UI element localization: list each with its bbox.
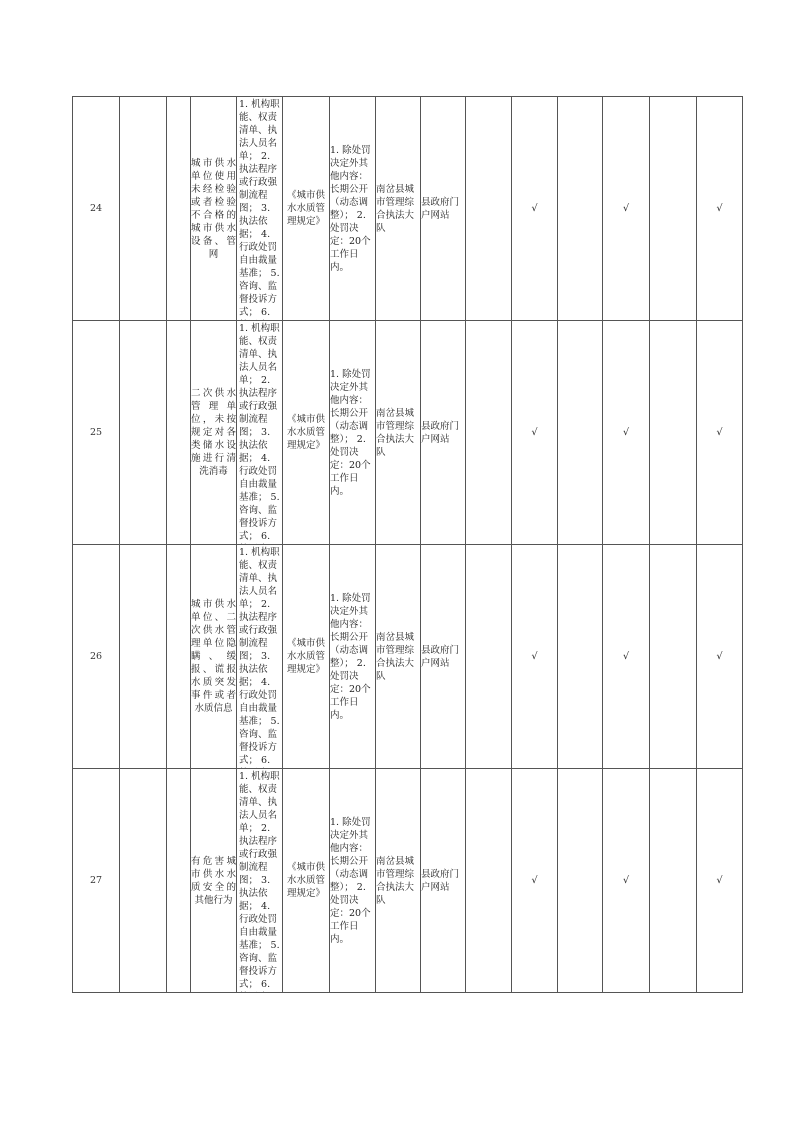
gap-cell xyxy=(167,321,191,545)
mark-cell: √ xyxy=(512,769,558,993)
mark-cell: √ xyxy=(697,97,743,321)
table-row xyxy=(73,97,743,321)
disclosure-time: 1. 除处罚决定外其他内容：长期公开（动态调整）； 2. 处罚决定：20个工作日内。 xyxy=(330,545,376,769)
disclosure-time: 1. 除处罚决定外其他内容：长期公开（动态调整）； 2. 处罚决定：20个工作日内。 xyxy=(330,97,376,321)
disclosure-subject: 南岔县城市管理综合执法大队 xyxy=(376,97,421,321)
disclosure-item: 有危害城市供水水质安全的其他行为 xyxy=(191,769,237,993)
disclosure-subject: 南岔县城市管理综合执法大队 xyxy=(376,321,421,545)
mark-cell xyxy=(466,769,512,993)
disclosure-basis: 《城市供水水质管理规定》 xyxy=(283,97,330,321)
disclosure-content-text: 1. 机构职能、权责清单、执法人员名单； 2. 执法程序或行政强制流程图； 3. 执法依据； 4. 行政处罚自由裁量基准； 5. 咨询、监督投诉方式； 6. xyxy=(239,770,280,990)
mark-cell xyxy=(650,321,697,545)
mark-cell: √ xyxy=(603,769,650,993)
table-row xyxy=(73,769,743,993)
row-number: 25 xyxy=(73,321,120,545)
disclosure-content-text: 1. 机构职能、权责清单、执法人员名单； 2. 执法程序或行政强制流程图； 3. 执法依据； 4. 行政处罚自由裁量基准； 5. 咨询、监督投诉方式； 6. xyxy=(239,546,280,766)
mark-cell xyxy=(558,97,603,321)
mark-cell xyxy=(650,545,697,769)
disclosure-content-text: 1. 机构职能、权责清单、执法人员名单； 2. 执法程序或行政强制流程图； 3. 执法依据； 4. 行政处罚自由裁量基准； 5. 咨询、监督投诉方式； 6. xyxy=(239,98,280,318)
mark-cell xyxy=(466,545,512,769)
row-number: 24 xyxy=(73,97,120,321)
mark-cell xyxy=(558,769,603,993)
disclosure-content xyxy=(237,769,283,993)
disclosure-basis: 《城市供水水质管理规定》 xyxy=(283,769,330,993)
mark-cell xyxy=(558,321,603,545)
disclosure-table xyxy=(72,96,743,993)
disclosure-time: 1. 除处罚决定外其他内容：长期公开（动态调整）； 2. 处罚决定：20个工作日内。 xyxy=(330,769,376,993)
mark-cell: √ xyxy=(697,545,743,769)
mark-cell: √ xyxy=(603,97,650,321)
blank-cell xyxy=(120,97,167,321)
blank-cell xyxy=(120,545,167,769)
disclosure-content-text: 1. 机构职能、权责清单、执法人员名单； 2. 执法程序或行政强制流程图； 3. 执法依据； 4. 行政处罚自由裁量基准； 5. 咨询、监督投诉方式； 6. xyxy=(239,322,280,542)
disclosure-item: 二次供水管理单位，未按规定对各类储水设施进行清洗消毒 xyxy=(191,321,237,545)
blank-cell xyxy=(120,769,167,993)
blank-cell xyxy=(120,321,167,545)
disclosure-basis: 《城市供水水质管理规定》 xyxy=(283,545,330,769)
gap-cell xyxy=(167,545,191,769)
gap-cell xyxy=(167,97,191,321)
mark-cell: √ xyxy=(512,545,558,769)
mark-cell: √ xyxy=(512,321,558,545)
gap-cell xyxy=(167,769,191,993)
mark-cell: √ xyxy=(603,545,650,769)
mark-cell xyxy=(466,321,512,545)
disclosure-subject: 南岔县城市管理综合执法大队 xyxy=(376,545,421,769)
disclosure-content xyxy=(237,321,283,545)
disclosure-channel: 县政府门户网站 xyxy=(421,769,466,993)
mark-cell: √ xyxy=(512,97,558,321)
disclosure-content xyxy=(237,545,283,769)
disclosure-time: 1. 除处罚决定外其他内容：长期公开（动态调整）； 2. 处罚决定：20个工作日内。 xyxy=(330,321,376,545)
disclosure-item: 城市供水单位、二次供水管理单位隐瞒、缓报、谎报水质突发事件或者水质信息 xyxy=(191,545,237,769)
disclosure-channel: 县政府门户网站 xyxy=(421,97,466,321)
disclosure-channel: 县政府门户网站 xyxy=(421,321,466,545)
mark-cell xyxy=(466,97,512,321)
disclosure-item: 城市供水单位使用未经检验或者检验不合格的城市供水设备、管网 xyxy=(191,97,237,321)
disclosure-basis: 《城市供水水质管理规定》 xyxy=(283,321,330,545)
table-row xyxy=(73,321,743,545)
mark-cell xyxy=(650,769,697,993)
mark-cell: √ xyxy=(697,321,743,545)
disclosure-subject: 南岔县城市管理综合执法大队 xyxy=(376,769,421,993)
row-number: 26 xyxy=(73,545,120,769)
mark-cell: √ xyxy=(697,769,743,993)
disclosure-channel: 县政府门户网站 xyxy=(421,545,466,769)
row-number: 27 xyxy=(73,769,120,993)
mark-cell: √ xyxy=(603,321,650,545)
mark-cell xyxy=(650,97,697,321)
disclosure-content xyxy=(237,97,283,321)
table-row xyxy=(73,545,743,769)
mark-cell xyxy=(558,545,603,769)
